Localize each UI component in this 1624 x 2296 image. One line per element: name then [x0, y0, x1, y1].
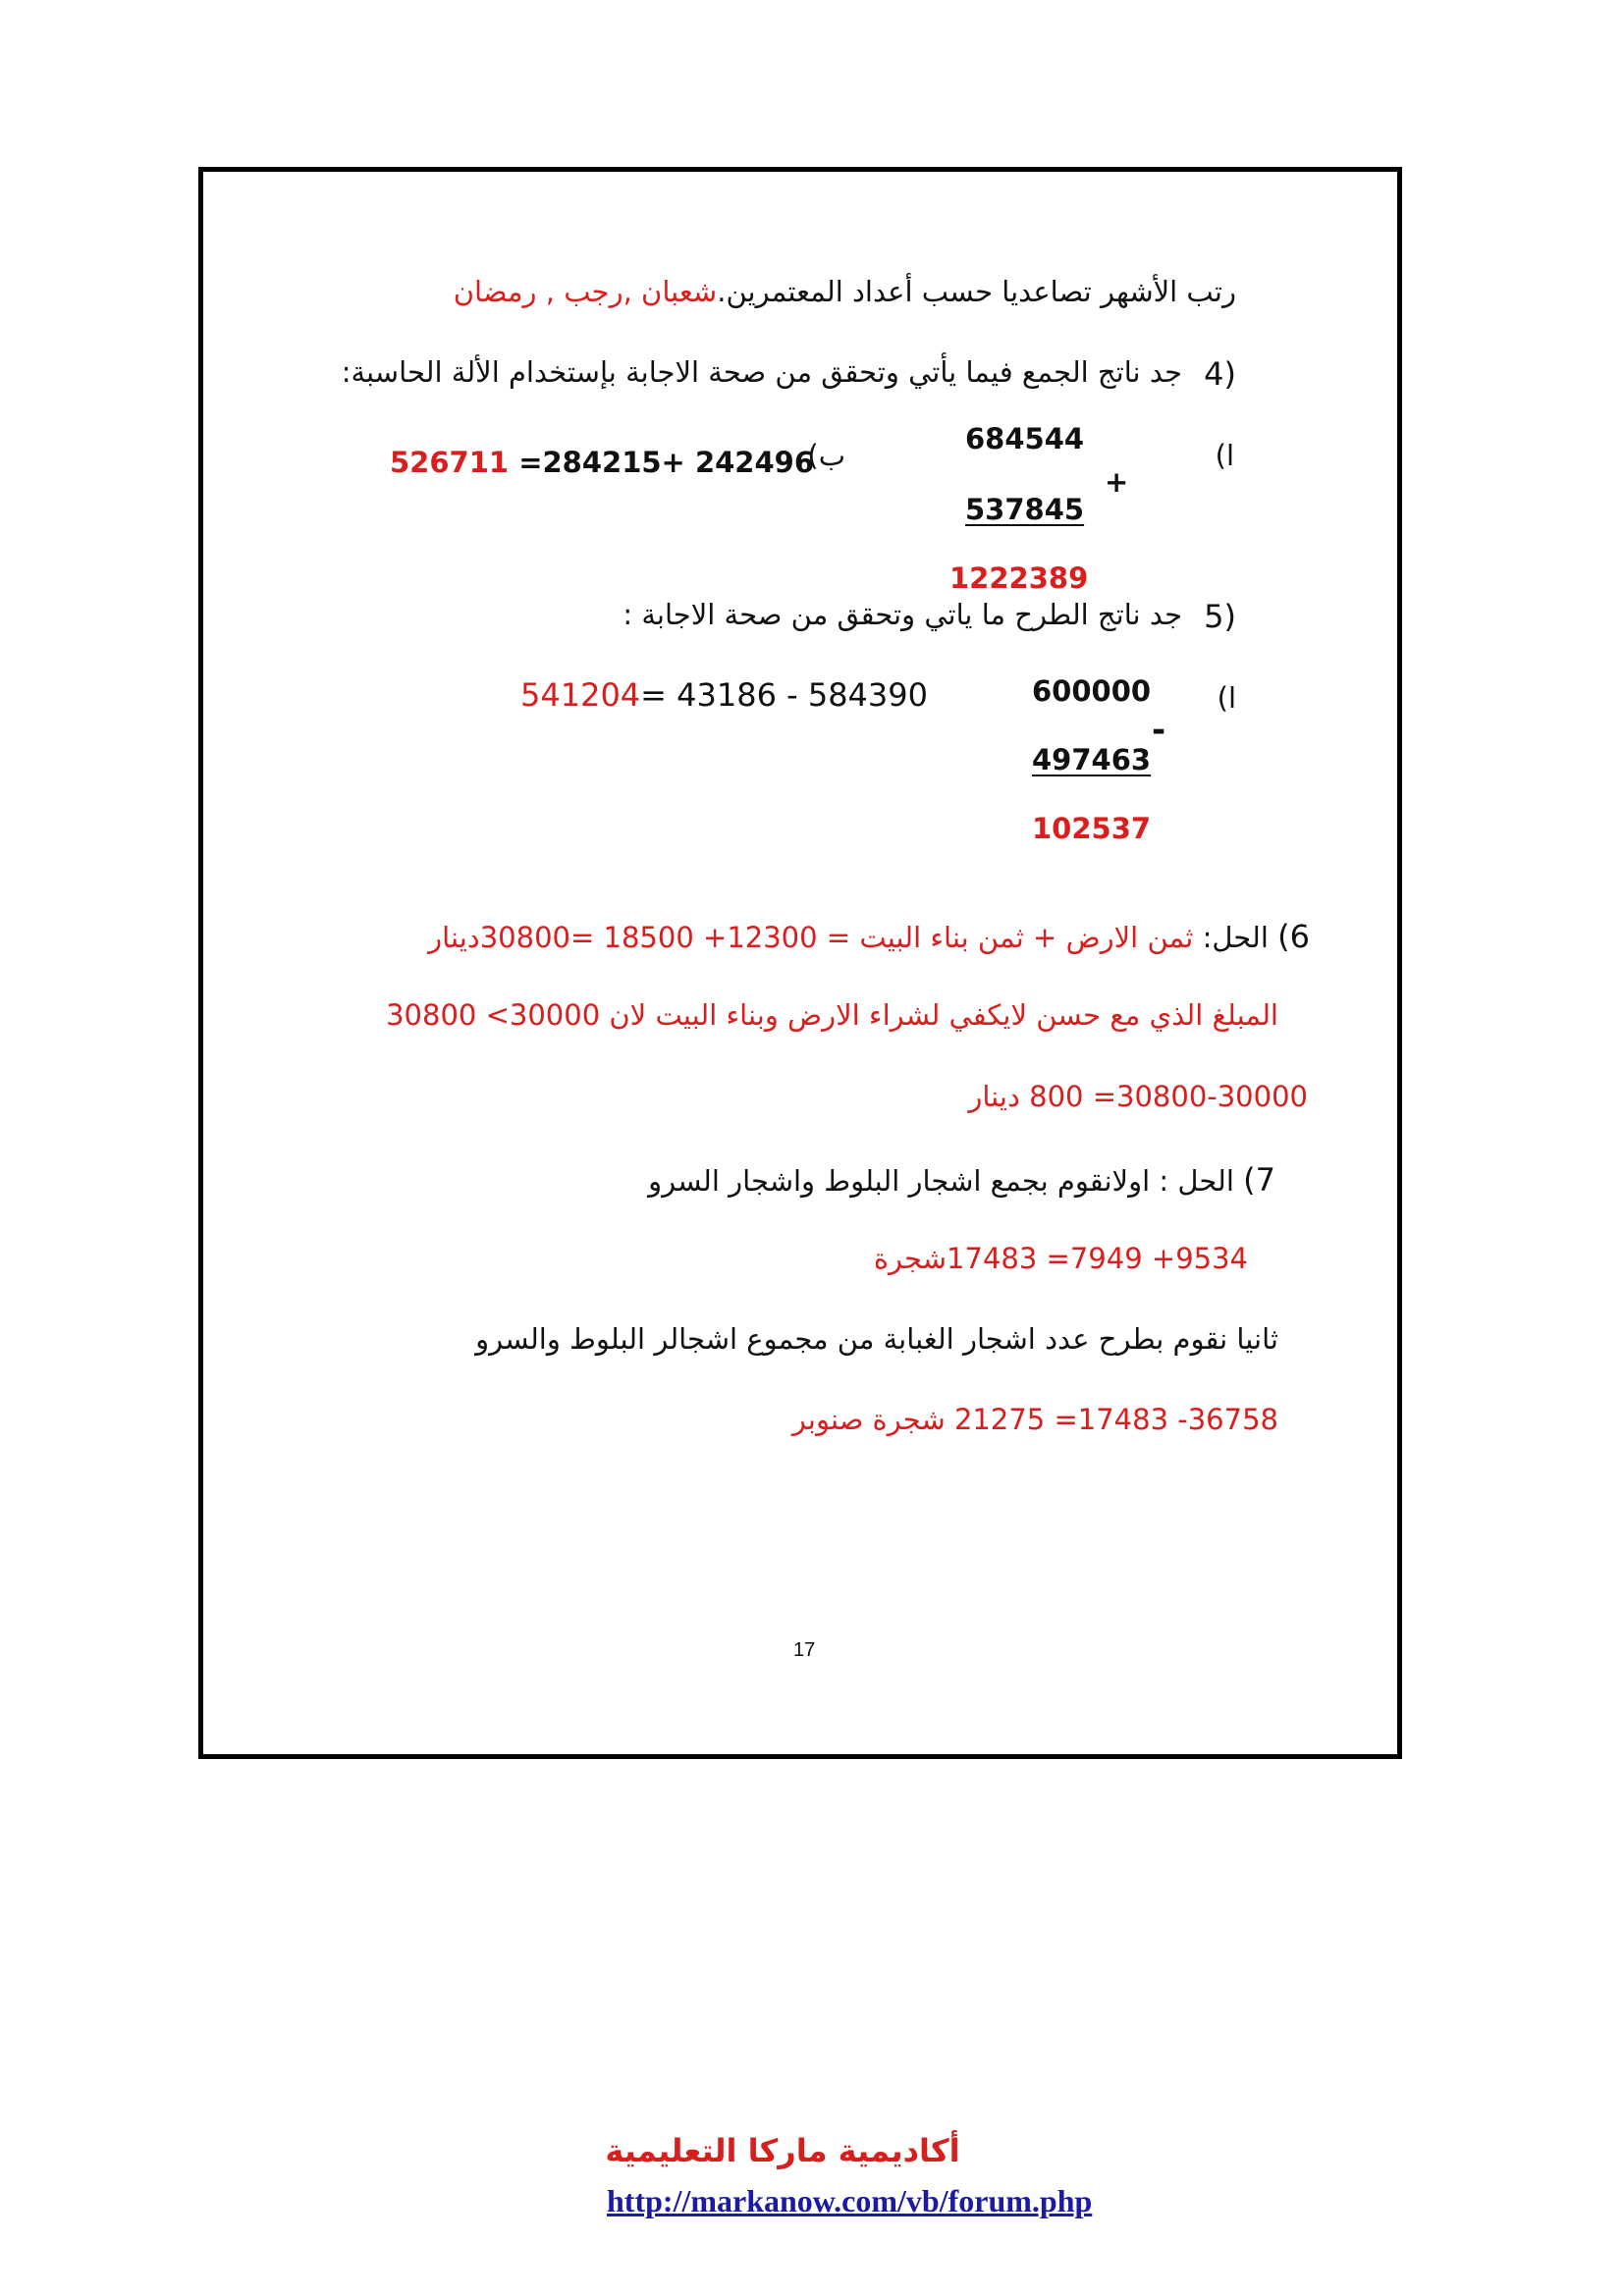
- q7-calc1: 9534+ 7949= 17483شجرة: [873, 1242, 1248, 1275]
- q5-a-result: 102537: [1032, 812, 1152, 845]
- q5-a-minus: -: [1152, 711, 1166, 750]
- footer-link[interactable]: http://markanow.com/vb/forum.php: [607, 2183, 1093, 2218]
- q5-b-result: 541204: [520, 676, 641, 714]
- q4-a-top: 684544: [965, 422, 1085, 455]
- q4-b-expression: =284215+ 242496: [518, 446, 815, 479]
- q6-solution: ثمن الارض + ثمن بناء البيت = 12300+ 18500 =30800دينار: [428, 921, 1194, 954]
- q4-label-a: ا): [1215, 439, 1234, 472]
- q7-calc2: 36758- 17483= 21275 شجرة صنوبر: [791, 1403, 1278, 1436]
- q5-question-text: جد ناتج الطرح ما ياتي وتحقق من صحة الاجابة :: [623, 598, 1182, 631]
- q5-a-top: 600000: [1032, 674, 1152, 708]
- q6-number: 6): [1277, 918, 1310, 955]
- q5-label-a: ا): [1217, 681, 1236, 715]
- page-number: 17: [793, 1639, 816, 1661]
- q4-b-line: [390, 446, 815, 479]
- q7-number: 7): [1243, 1161, 1275, 1199]
- q5-number: 5): [1204, 598, 1236, 635]
- footer-title: أكاديمية ماركا التعليمية: [605, 2132, 960, 2169]
- q5-b-expression: = 43186 - 584390: [640, 676, 928, 714]
- q6-line: [428, 918, 1310, 955]
- q4-a-plus: +: [1105, 465, 1129, 499]
- q6-difference: 30800-30000= 800 دينار: [968, 1080, 1308, 1113]
- months-answer: شعبان ,رجب , رمضان: [453, 275, 718, 308]
- q4-number: 4): [1204, 355, 1236, 393]
- q7-line: [648, 1161, 1275, 1199]
- q5-b-line: [520, 676, 928, 714]
- q4-b-result: 526711: [390, 446, 510, 479]
- q4-question-text: جد ناتج الجمع فيما يأتي وتحقق من صحة الاجابة بإستخدام الألة الحاسبة:: [341, 355, 1182, 389]
- months-question: [453, 275, 1236, 308]
- q6-statement: المبلغ الذي مع حسن لايكفي لشراء الارض وبناء البيت لان 30000> 30800: [386, 998, 1278, 1032]
- q7-step2: ثانيا نقوم بطرح عدد اشجار الغبابة من مجموع اشجالر البلوط والسرو: [475, 1322, 1278, 1356]
- q4-a-bottom: 537845: [965, 493, 1085, 526]
- q4-a-result: 1222389: [949, 561, 1089, 595]
- q7-step1: الحل : اولانقوم بجمع اشجار البلوط واشجار السرو: [648, 1164, 1234, 1198]
- q6-prefix: الحل:: [1202, 921, 1269, 954]
- q5-a-bottom: 497463: [1032, 743, 1152, 776]
- page-frame: [198, 167, 1402, 1759]
- months-question-text: رتب الأشهر تصاعديا حسب أعداد المعتمرين.: [717, 275, 1236, 308]
- q4-label-b: ب): [807, 439, 845, 472]
